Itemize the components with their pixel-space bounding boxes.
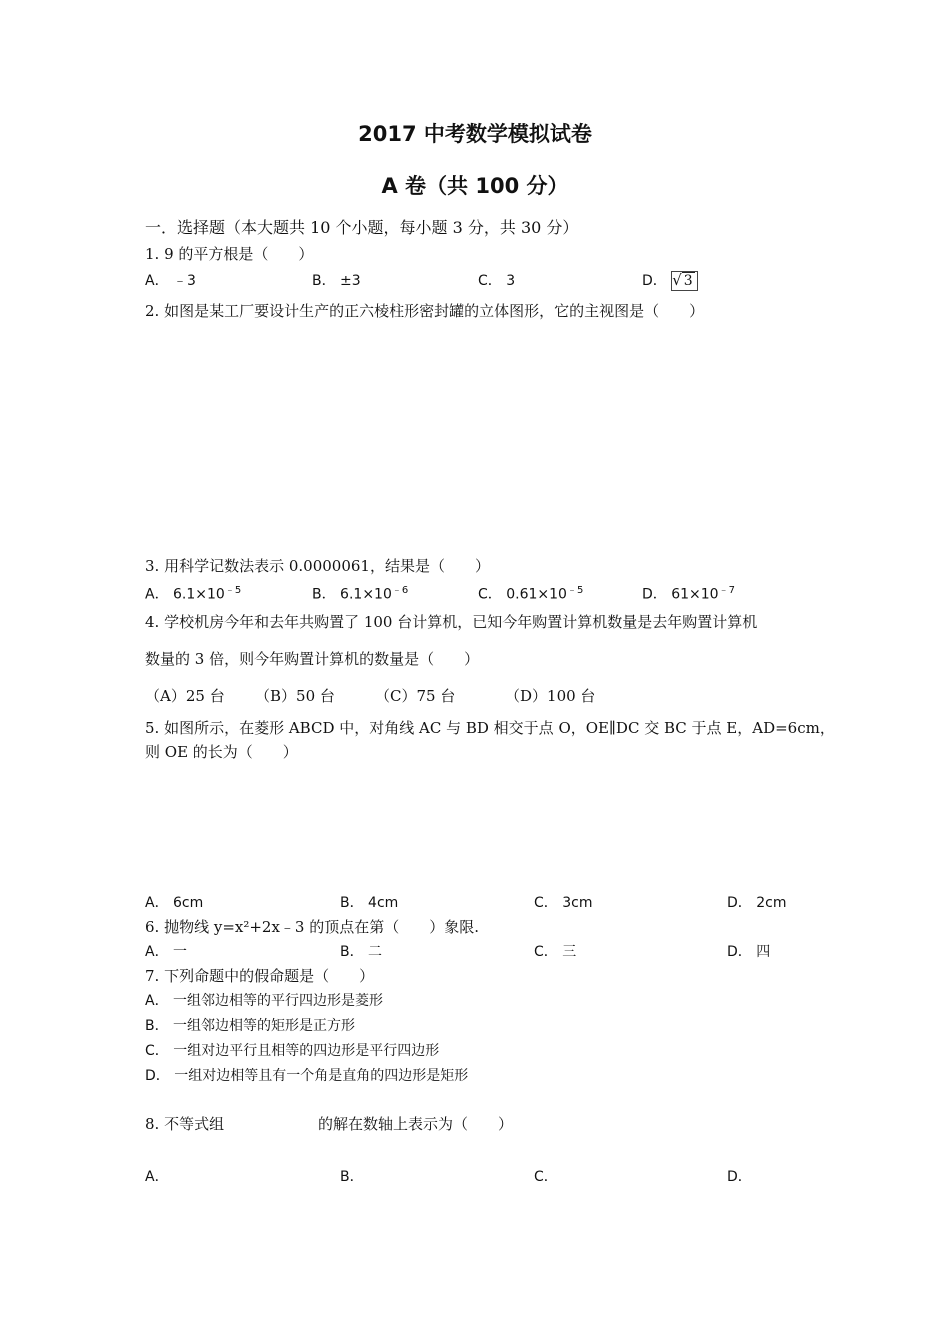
q5-option-b: B． 4cm [340,895,399,911]
question-2: 2. 如图是某工厂要设计生产的正六棱柱形密封罐的立体图形，它的主视图是（ ） [145,302,705,320]
q1-option-c: C． 3 [478,273,516,289]
q8-option-d: D． [727,1169,752,1185]
q6-option-c: C． 三 [534,944,577,960]
q3-option-c-exponent: ﹣5 [566,585,584,596]
q3-option-b [312,581,408,604]
question-4-line-1: 4. 学校机房今年和去年共购置了 100 台计算机，已知今年购置计算机数量是去年购置计算机 [145,613,758,631]
q8-option-a: A． [145,1169,169,1185]
q3-option-d-base: D． 61×10 [642,586,719,603]
q8-option-c: C． [534,1169,558,1185]
question-1: 1. 9 的平方根是（ ） [145,245,314,263]
q3-option-d [642,581,735,604]
q5-option-c: C． 3cm [534,895,593,911]
q7-option-c: C． 一组对边平行且相等的四边形是平行四边形 [145,1043,440,1059]
q3-option-d-exponent: ﹣7 [718,585,735,596]
q3-option-a-exponent: ﹣5 [224,585,242,596]
section-heading: 一．选择题（本大题共 10 个小题，每小题 3 分，共 30 分） [145,218,579,237]
page-subtitle: A 卷（共 100 分） [381,174,569,198]
q5-option-a: A． 6cm [145,895,204,911]
q1-option-b: B． ±3 [312,273,361,289]
q3-option-a-base: A． 6.1×10 [145,586,225,603]
sqrt-symbol [671,271,697,291]
question-8-right: 的解在数轴上表示为（ ） [318,1115,514,1133]
radicand: 3 [683,273,693,289]
q6-option-a: A． 一 [145,944,188,960]
q7-option-a: A． 一组邻边相等的平行四边形是菱形 [145,993,384,1009]
question-3: 3. 用科学记数法表示 0.0000061，结果是（ ） [145,557,490,575]
question-4-line-2: 数量的 3 倍，则今年购置计算机的数量是（ ） [145,650,480,668]
q3-option-b-exponent: ﹣6 [391,585,409,596]
q5-option-d: D． 2cm [727,895,787,911]
q1-option-d-label: D． [642,273,667,289]
question-5-line-1: 5. 如图所示，在菱形 ABCD 中，对角线 AC 与 BD 相交于点 O，OE∥DC 交 BC 于点 E，AD=6cm， [145,719,835,737]
q7-option-d: D． 一组对边相等且有一个角是直角的四边形是矩形 [145,1068,469,1084]
q4-option-c: （C）75 台 [375,687,456,705]
q1-option-a: A． ﹣3 [145,273,196,289]
radical-sign: √ [672,271,682,289]
question-6: 6. 抛物线 y=x²+2x﹣3 的顶点在第（ ）象限. [145,918,480,936]
q4-option-b: （B）50 台 [255,687,335,705]
question-8-left: 8. 不等式组 [145,1115,225,1133]
q6-option-d: D． 四 [727,944,771,960]
q3-option-c [478,581,583,604]
q3-option-c-base: C． 0.61×10 [478,586,567,603]
q7-option-b: B． 一组邻边相等的矩形是正方形 [145,1018,356,1034]
q4-option-a: （A）25 台 [145,687,225,705]
q6-option-b: B． 二 [340,944,383,960]
q4-option-d: （D）100 台 [505,687,596,705]
q8-option-b: B． [340,1169,364,1185]
page-title: 2017 中考数学模拟试卷 [358,122,592,146]
question-5-line-2: 则 OE 的长为（ ） [145,743,298,761]
q3-option-a [145,581,241,604]
question-7: 7. 下列命题中的假命题是（ ） [145,967,375,985]
q1-option-d [642,270,698,291]
q3-option-b-base: B． 6.1×10 [312,586,392,603]
